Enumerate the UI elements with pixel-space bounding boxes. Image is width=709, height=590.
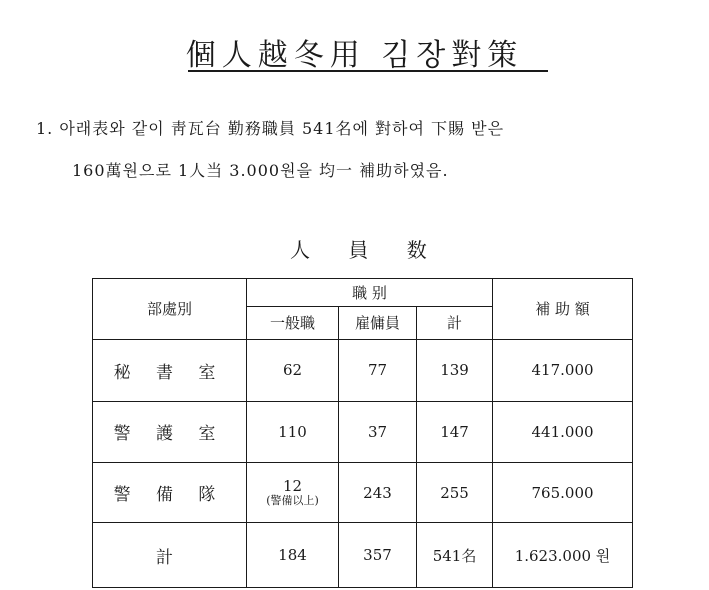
row-amount: 417.000 <box>493 339 633 402</box>
table-row <box>93 402 633 463</box>
header-total: 計 <box>417 307 493 339</box>
row-dept: 警 備 隊 <box>93 462 247 523</box>
header-group: 職 别 <box>247 279 493 307</box>
row-employee: 37 <box>339 402 417 463</box>
total-general: 184 <box>247 523 339 588</box>
table-row <box>93 462 633 523</box>
row-total: 255 <box>417 462 493 523</box>
table-row <box>93 339 633 402</box>
row-general: 62 <box>247 339 339 402</box>
paragraph-line-1: 1. 아래表와 같이 靑瓦台 勤務職員 541名에 對하여 下賜 받은 <box>36 119 505 138</box>
total-amount: 1.623.000 원 <box>493 523 633 588</box>
title-underline <box>188 70 548 72</box>
page-title: 個人越冬用 김장對策 <box>185 38 524 73</box>
row-total: 147 <box>417 402 493 463</box>
total-label: 計 <box>93 523 247 588</box>
table-title: 人 員 数 <box>290 238 443 262</box>
total-employee: 357 <box>339 523 417 588</box>
header-amount: 補 助 額 <box>493 279 633 340</box>
header-general: 一般職 <box>247 307 339 339</box>
row-dept: 警 護 室 <box>93 402 247 463</box>
total-total: 541名 <box>417 523 493 588</box>
header-employee: 雇傭員 <box>339 307 417 339</box>
row-general-cell <box>247 462 339 523</box>
row-general: 12 <box>282 477 303 496</box>
row-dept: 秘 書 室 <box>93 339 247 402</box>
row-total: 139 <box>417 339 493 402</box>
row-general-note: (警備以上) <box>266 494 319 508</box>
header-dept: 部處別 <box>93 279 247 340</box>
row-amount: 441.000 <box>493 402 633 463</box>
row-amount: 765.000 <box>493 462 633 523</box>
staff-subsidy-table <box>92 278 633 588</box>
table-total-row <box>93 523 633 588</box>
row-employee: 77 <box>339 339 417 402</box>
table-header-row <box>93 279 633 307</box>
row-employee: 243 <box>339 462 417 523</box>
paragraph-line-2: 160萬원으로 1人当 3.000원을 均一 補助하였음. <box>72 161 449 180</box>
row-general: 110 <box>247 402 339 463</box>
